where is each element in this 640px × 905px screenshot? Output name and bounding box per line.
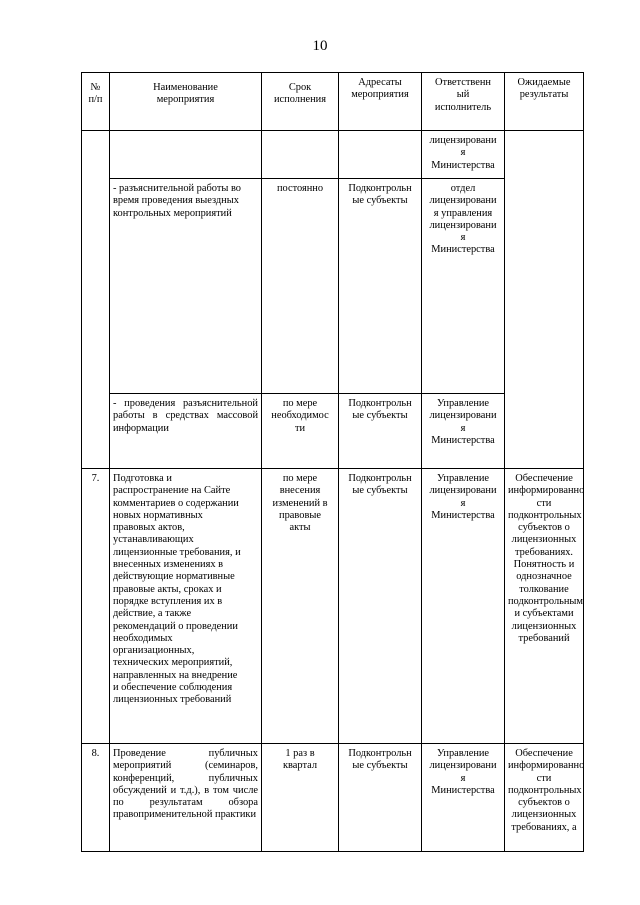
row-name [110,131,262,179]
row-name: Подготовка и распространение на Сайте комментариев о содержании новых нормативных правовых актов, устанавливающих лицензионные требования, и внесенных изменениях в действующие нормативные правовые акты, сроках и порядке вступления их в действие, а также рекомендаций о проведении необходимых организационных, технических мероприятий, направленных на внедрение и обеспечение соблюдения лицензионных требований [110,469,262,744]
row-results [505,131,584,469]
table-row [82,469,584,744]
header-addressees: Адресаты мероприятия [339,73,422,131]
row-num: 7. [82,469,110,744]
row-executor: отдел лицензировани я управления лицензировани я Министерства [422,179,505,394]
header-results: Ожидаемые результаты [505,73,584,131]
measures-table [81,72,584,852]
row-executor: Управление лицензировани я Министерства [422,394,505,469]
row-name: - разъяснительной работы во время проведения выездных контрольных мероприятий [110,179,262,394]
row-term [262,131,339,179]
row-term: постоянно [262,179,339,394]
row-num [82,131,110,469]
row-addressees: Подконтрольн ые субъекты [339,744,422,852]
row-results: Обеспечение информированно сти подконтрольных субъектов о лицензионных требованиях. Понятность и однозначное толкование подконтрольным и субъектами лицензионных требований [505,469,584,744]
row-term: по мере внесения изменений в правовые акты [262,469,339,744]
row-term: по мере необходимос ти [262,394,339,469]
header-term: Срок исполнения [262,73,339,131]
row-name: Проведение публичных мероприятий (семинаров, конференций, публичных обсуждений и т.д.), в том числе по результатам обзора правоприменительной практики [110,744,262,852]
row-addressees: Подконтрольн ые субъекты [339,394,422,469]
header-name: Наименование мероприятия [110,73,262,131]
page-number: 10 [312,38,328,54]
row-addressees [339,131,422,179]
header-num: № п/п [82,73,110,131]
row-name: - проведения разъяснительной работы в средствах массовой информации [110,394,262,469]
row-num: 8. [82,744,110,852]
table-row [82,744,584,852]
row-addressees: Подконтрольн ые субъекты [339,469,422,744]
table-header-row [82,73,584,131]
row-results: Обеспечение информированно сти подконтрольных субъектов о лицензионных требованиях, а [505,744,584,852]
table-row [82,131,584,179]
row-addressees: Подконтрольн ые субъекты [339,179,422,394]
row-executor: Управление лицензировани я Министерства [422,744,505,852]
row-executor: лицензировани я Министерства [422,131,505,179]
row-executor: Управление лицензировани я Министерства [422,469,505,744]
row-term: 1 раз в квартал [262,744,339,852]
header-executor: Ответственн ый исполнитель [422,73,505,131]
